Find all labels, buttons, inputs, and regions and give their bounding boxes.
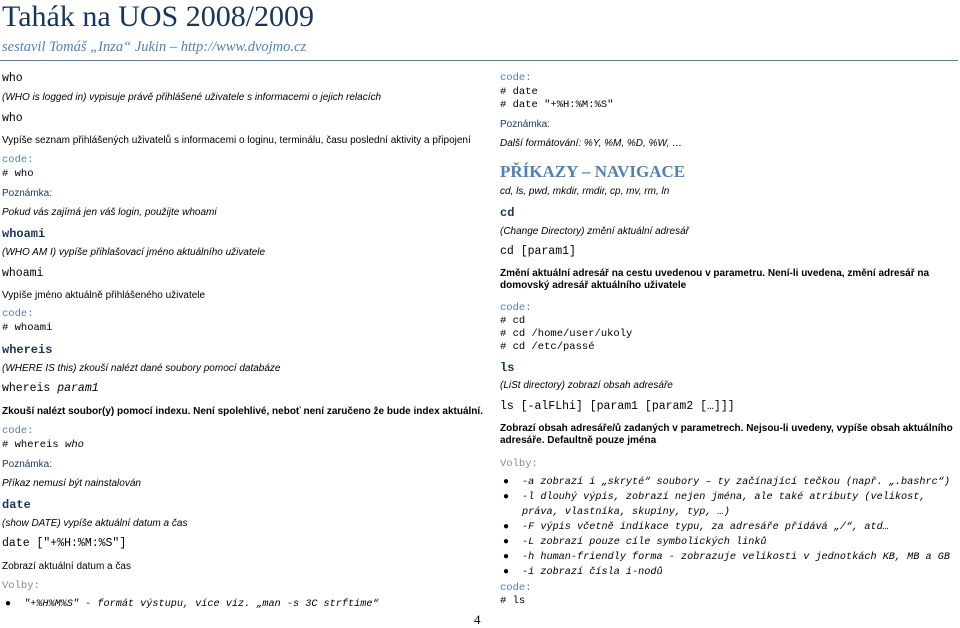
who-note: Pokud vás zajímá jen váš login, použijte whoami [2,207,217,218]
who-code-label: code: [2,154,34,166]
ls-option: ● -a zobrazí i „skryté“ soubory – ty začínající tečkou (např. „.bashrc“) [503,477,950,488]
bullet-icon: ● [503,552,510,563]
ls-option: ● -L zobrazí pouze cíle symbolických linků [503,537,767,548]
page-title: Tahák na UOS 2008/2009 [2,0,315,33]
navigation-commands: cd, ls, pwd, mkdir, rmdir, cp, mv, rm, ln [500,186,670,197]
bullet-icon: ● [503,492,510,503]
who-description: (WHO is logged in) vypisuje právě přihlášené uživatele s informacemi o jejich relacích [2,92,382,103]
whereis-code-param: who [65,439,84,451]
cd-code-2: # cd /home/user/ukoly [500,328,633,340]
whereis-note-label: Poznámka: [2,459,53,470]
who-details: Vypíše seznam přihlášených uživatelů s informacemi o loginu, terminálu, času poslední aktivity a připojení [2,135,471,146]
ls-heading: ls [500,361,515,375]
whereis-note: Příkaz nemusí být nainstalován [2,478,141,489]
ls-code: # ls [500,595,526,607]
bullet-icon: ● [503,522,510,533]
whereis-syntax-cmd: whereis [2,382,51,395]
date-note-label: Poznámka: [500,119,551,130]
whereis-heading: whereis [2,343,53,357]
whereis-description: (WHERE IS this) zkouší nalézt dané soubory pomocí databáze [2,363,281,374]
who-command: who [2,72,23,85]
ls-details: Zobrazí obsah adresáře/ů zadaných v parametrech. Nejsou-li uvedeny, vypíše obsah aktuálního adresáře. Defaultně pouze jména [500,423,953,446]
page-number: 4 [474,612,481,627]
cd-code-1: # cd [500,315,526,327]
whereis-details: Zkouší nalézt soubor(y) pomocí indexu. Není spolehlivé, neboť není zaručeno že bude index aktuální. [2,406,483,417]
who-note-label: Poznámka: [2,188,53,199]
date-option: ● "+%H%M%S" - formát výstupu, více viz. „man -s 3C strftime“ [5,599,379,610]
bullet-icon: ● [503,537,510,548]
date-code-1: # date [500,86,538,98]
whereis-code-cmd: # whereis [2,439,59,451]
whereis-syntax [2,382,99,396]
cd-syntax: cd [param1] [500,245,576,258]
cd-details: Změní aktuální adresář na cestu uvedenou v parametru. Není-li uvedena, změní adresář na domovský adresář aktuálního uživatele [500,268,930,291]
date-code-label: code: [500,72,532,84]
page-subtitle: sestavil Tomáš „Inza“ Jukin – http://www.dvojmo.cz [2,39,307,55]
ls-option: ● -h human-friendly forma - zobrazuje velikosti v jednotkách KB, MB a GB [503,552,950,563]
date-heading: date [2,498,31,512]
ls-option: ● -F výpis včetně indikace typu, za adresáře přidává „/“, atd… [503,522,889,533]
cd-code-3: # cd /etc/passé [500,341,595,353]
date-syntax: date ["+%H:%M:%S"] [2,537,127,550]
who-code: # who [2,168,34,180]
whereis-syntax-param: param1 [57,382,99,395]
cd-heading: cd [500,206,515,220]
ls-option: ● -l dlouhý výpis, zobrazí nejen jména, ale také atributy (velikost, práva, vlastníka, skupiny, typ, …) [503,492,926,518]
ls-volby-label: Volby: [500,458,538,470]
date-description: (show DATE) vypíše aktuální datum a čas [2,518,188,529]
date-code-2: # date "+%H:%M:%S" [500,99,614,111]
ls-syntax: ls [-alFLhi] [param1 [param2 […]]] [500,400,735,413]
ls-code-label: code: [500,582,532,594]
cd-code-label: code: [500,302,532,314]
bullet-icon: ● [5,599,12,610]
whoami-syntax: whoami [2,267,44,280]
cd-description: (Change Directory) změní aktuální adresář [500,226,689,237]
whereis-code [2,439,84,452]
date-options-list [2,597,379,612]
title-divider [0,60,958,61]
whoami-description: (WHO AM I) vypíše přihlašovací jméno aktuálního uživatele [2,247,266,258]
ls-description: (LiSt directory) zobrazí obsah adresáře [500,380,673,391]
who-syntax: who [2,112,23,125]
whoami-code: # whoami [2,322,53,334]
whoami-heading: whoami [2,227,46,241]
whoami-code-label: code: [2,308,34,320]
bullet-icon: ● [503,477,510,488]
whereis-code-label: code: [2,425,34,437]
navigation-heading: PŘÍKAZY – NAVIGACE [500,162,686,181]
ls-options-list [500,475,955,580]
date-details: Zobrazí aktuální datum a čas [2,561,131,572]
date-volby-label: Volby: [2,580,40,592]
bullet-icon: ● [503,567,510,578]
whoami-details: Vypíše jméno aktuálně přihlášeného uživatele [2,290,206,301]
ls-option: ● -i zobrazí čísla i-nodů [503,567,663,578]
date-note: Další formátování: %Y, %M, %D, %W, … [500,138,683,149]
